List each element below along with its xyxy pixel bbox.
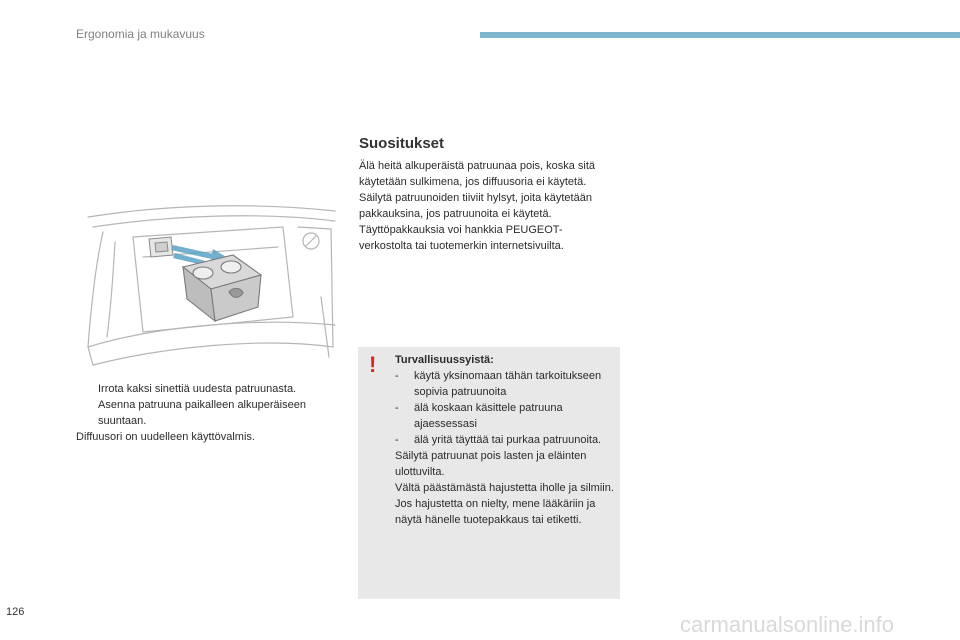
safety-warning-content: [395, 352, 615, 528]
list-item: [395, 368, 615, 400]
safety-paragraph: Jos hajustetta on nielty, mene lääkäriin ja näytä hänelle tuotepakkaus tai etiketti.: [395, 498, 596, 526]
result-text: Diffuusori on uudelleen käyttövalmis.: [76, 431, 255, 443]
list-item: [395, 432, 615, 448]
installation-steps: [76, 381, 344, 445]
step-text: Irrota kaksi sinettiä uudesta patruunasta.: [98, 383, 297, 395]
safety-title: Turvallisuussyistä:: [395, 354, 494, 366]
exclamation-warning-icon: !: [369, 352, 377, 377]
safety-paragraph: Vältä päästämästä hajustetta iholle ja silmiin.: [395, 482, 614, 494]
page-number: 126: [6, 606, 25, 618]
list-item: [76, 397, 344, 429]
site-watermark: carmanualsonline.info: [680, 612, 895, 637]
recommendation-paragraph: Säilytä patruunoiden tiiviit hylsyt, joita käytetään pakkauksina, jos patruunoita ei käytetä.: [359, 192, 592, 220]
recommendations-body: [359, 158, 609, 254]
glovebox-diffuser-illustration: [83, 197, 338, 372]
safety-paragraph: Säilytä patruunat pois lasten ja eläinten ulottuvilta.: [395, 450, 587, 478]
step-text: Asenna patruuna paikalleen alkuperäiseen suuntaan.: [98, 399, 306, 427]
safety-item-text: älä koskaan käsittele patruuna ajaessessasi: [414, 402, 563, 430]
section-header-bar: [480, 32, 960, 38]
safety-item-text: käytä yksinomaan tähän tarkoitukseen sopivia patruunoita: [414, 370, 602, 398]
section-header-title: Ergonomia ja mukavuus: [76, 27, 205, 41]
recommendation-paragraph: Täyttöpakkauksia voi hankkia PEUGEOT-verkostolta tai tuotemerkin internetsivuilta.: [359, 224, 564, 252]
recommendation-paragraph: Älä heitä alkuperäistä patruunaa pois, koska sitä käytetään sulkimena, jos diffuusoria ei käytetä.: [359, 160, 596, 188]
recommendations-title: Suositukset: [359, 135, 445, 152]
list-item: [76, 381, 344, 397]
safety-item-text: älä yritä täyttää tai purkaa patruunoita.: [414, 434, 602, 446]
dash-bullet: -: [395, 402, 399, 414]
dash-bullet: -: [395, 434, 399, 446]
list-item: [395, 400, 615, 432]
dash-bullet: -: [395, 370, 399, 382]
